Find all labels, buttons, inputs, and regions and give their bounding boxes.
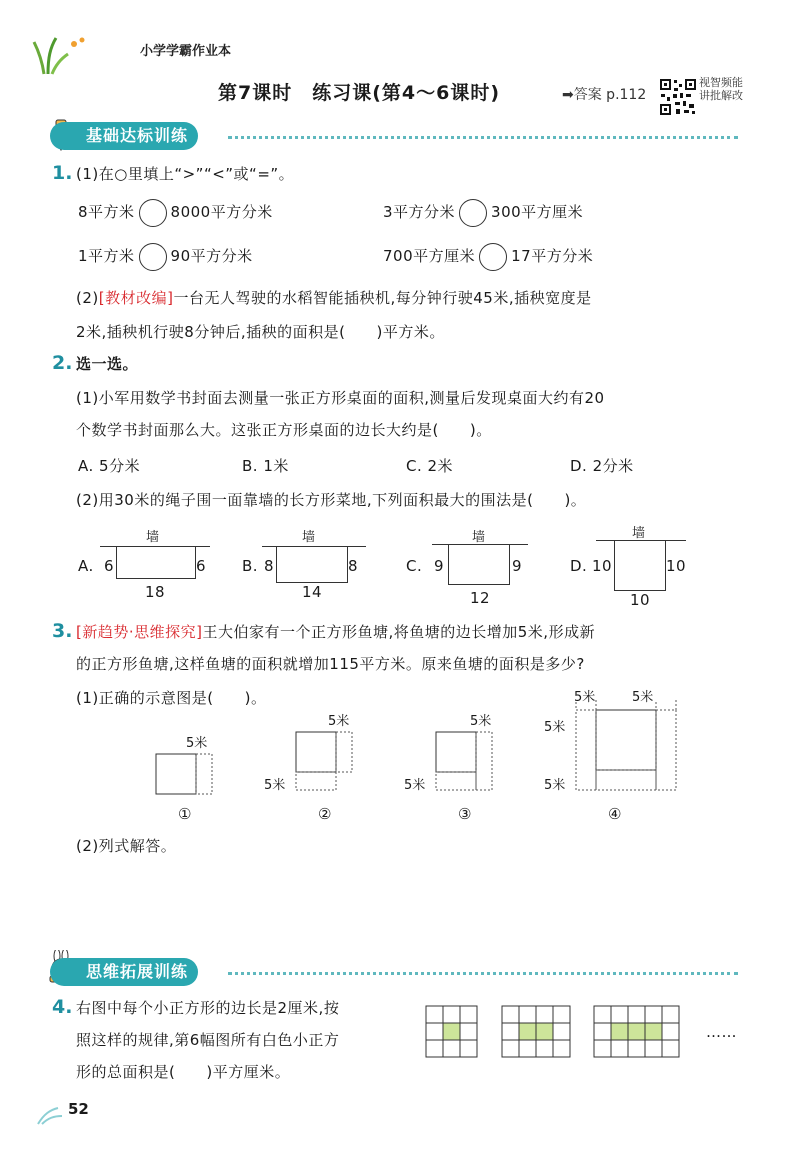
fig-c-letter: C. xyxy=(406,557,423,575)
fig-d-bottom: 10 xyxy=(630,591,651,609)
section-extend-heading: 思维拓展训练 xyxy=(50,958,198,986)
fig4-dim-label-left-bottom: 5米 xyxy=(544,778,566,793)
fig-b-side-left: 8 xyxy=(264,557,275,575)
q1-item3-right: 90平方分米 xyxy=(170,247,253,265)
plant-logo-icon xyxy=(30,30,90,76)
q3-part1-text: (1)正确的示意图是( )。 xyxy=(76,689,267,707)
question-number-1: 1. xyxy=(52,162,73,184)
q4-line2: 照这样的规律,第6幅图所有白色小正方 xyxy=(76,1031,340,1049)
q1-part2-text: 一台无人驾驶的水稻智能插秧机,每分钟行驶45米,插秧宽度是 xyxy=(173,289,592,307)
q1-item1-right: 8000平方分米 xyxy=(170,203,273,221)
q4-line1: 右图中每个小正方形的边长是2厘米,按 xyxy=(76,999,340,1017)
fig-d-side-left: 10 xyxy=(592,557,613,575)
wall-label: 墙 xyxy=(302,530,316,545)
q2-title: 选一选。 xyxy=(76,355,139,373)
option-a[interactable]: A. 5分米 xyxy=(78,457,141,475)
fig-label-4[interactable]: ④ xyxy=(608,805,622,823)
q1-item4-right: 17平方分米 xyxy=(511,247,594,265)
fig3-dim-label-left: 5米 xyxy=(404,778,426,793)
fig1-dim-label: 5米 xyxy=(186,736,208,751)
fig-a-side-right: 6 xyxy=(196,557,207,575)
fig-a-bottom: 18 xyxy=(145,583,166,601)
wall-label: 墙 xyxy=(632,526,646,541)
compare-circle[interactable] xyxy=(139,199,167,227)
wall-label: 墙 xyxy=(472,530,486,545)
q1-part2-line2: 2米,插秧机行驶8分钟后,插秧的面积是( )平方米。 xyxy=(76,323,445,341)
new-trend-tag: [新趋势·思维探究] xyxy=(76,623,203,641)
q3-line1-text: 王大伯家有一个正方形鱼塘,将鱼塘的边长增加5米,形成新 xyxy=(202,623,596,641)
question-number-4: 4. xyxy=(52,996,73,1018)
fig-b-letter: B. xyxy=(242,557,259,575)
q3-diagrams xyxy=(150,700,710,830)
q1-part1-text: (1)在○里填上“>”“<”或“=”。 xyxy=(76,165,295,183)
textbook-adapted-tag: [教材改编] xyxy=(98,289,174,307)
fig-b-bottom: 14 xyxy=(302,583,323,601)
fig-a-side-left: 6 xyxy=(104,557,115,575)
fig-label-1[interactable]: ① xyxy=(178,805,192,823)
q4-pattern-figures xyxy=(422,1004,702,1064)
fig-b-side-right: 8 xyxy=(348,557,359,575)
fig-a-letter: A. xyxy=(78,557,94,575)
q3-part2-text: (2)列式解答。 xyxy=(76,837,177,855)
q1-item2-left: 3平方分米 xyxy=(383,203,456,221)
q1-compare-4 xyxy=(383,242,593,271)
fig3-dim-label: 5米 xyxy=(470,714,492,729)
q2-part1-line1: (1)小军用数学书封面去测量一张正方形桌面的面积,测量后发现桌面大约有20 xyxy=(76,389,605,407)
fig-c-side-left: 9 xyxy=(434,557,445,575)
q3-line2: 的正方形鱼塘,这样鱼塘的面积就增加115平方米。原来鱼塘的面积是多少? xyxy=(76,655,585,673)
option-d[interactable]: D. 2分米 xyxy=(570,457,634,475)
q3-line1 xyxy=(76,622,595,642)
compare-circle[interactable] xyxy=(479,243,507,271)
option-b[interactable]: B. 1米 xyxy=(242,457,289,475)
section-basic-heading: 基础达标训练 xyxy=(50,122,198,150)
option-c[interactable]: C. 2米 xyxy=(406,457,454,475)
question-number-3: 3. xyxy=(52,620,73,642)
grass-decoration-icon xyxy=(36,1102,66,1126)
wall-label: 墙 xyxy=(146,530,160,545)
q4-line3: 形的总面积是( )平方厘米。 xyxy=(76,1063,291,1081)
q2-part2-text: (2)用30米的绳子围一面靠墙的长方形菜地,下列面积最大的围法是( )。 xyxy=(76,491,587,509)
q1-compare-2 xyxy=(383,198,583,227)
fig2-dim-label-left: 5米 xyxy=(264,778,286,793)
answer-reference: ➡答案 p.112 xyxy=(562,87,647,103)
q4-ellipsis: …… xyxy=(706,1023,737,1041)
qr-code-icon[interactable] xyxy=(659,78,697,116)
q1-part2-line1 xyxy=(76,288,592,308)
q1-compare-1 xyxy=(78,198,273,227)
lesson-title: 第7课时 练习课(第4～6课时) xyxy=(218,82,501,104)
q1-item2-right: 300平方厘米 xyxy=(491,203,584,221)
q1-item3-left: 1平方米 xyxy=(78,247,135,265)
fig-d-side-right: 10 xyxy=(666,557,687,575)
fig-d-letter: D. xyxy=(570,557,588,575)
fig2-dim-label: 5米 xyxy=(328,714,350,729)
fig4-dim-label-left-top: 5米 xyxy=(544,720,566,735)
compare-circle[interactable] xyxy=(139,243,167,271)
fig-c-side-right: 9 xyxy=(512,557,523,575)
brand-name: 小学学霸作业本 xyxy=(140,44,232,59)
fence-rect-d xyxy=(614,540,666,591)
fig4-dim-label-top-left: 5米 xyxy=(574,690,596,705)
fig4-dim-label-top-right: 5米 xyxy=(632,690,654,705)
compare-circle[interactable] xyxy=(459,199,487,227)
section-divider xyxy=(228,972,738,975)
qr-caption: 视智频能讲批解改 xyxy=(699,76,743,102)
q1-item4-left: 700平方厘米 xyxy=(383,247,476,265)
question-number-2: 2. xyxy=(52,352,73,374)
fence-rect-b xyxy=(276,546,348,583)
fig-label-3[interactable]: ③ xyxy=(458,805,472,823)
q1-item1-left: 8平方米 xyxy=(78,203,135,221)
page-number: 52 xyxy=(68,1100,89,1118)
fence-rect-a xyxy=(116,546,196,579)
fig-c-bottom: 12 xyxy=(470,589,491,607)
q2-part1-line2: 个数学书封面那么大。这张正方形桌面的边长大约是( )。 xyxy=(76,421,492,439)
q1-part2-prefix: (2) xyxy=(76,289,99,307)
section-divider xyxy=(228,136,738,139)
fence-rect-c xyxy=(448,544,510,585)
q1-compare-3 xyxy=(78,242,253,271)
fig-label-2[interactable]: ② xyxy=(318,805,332,823)
